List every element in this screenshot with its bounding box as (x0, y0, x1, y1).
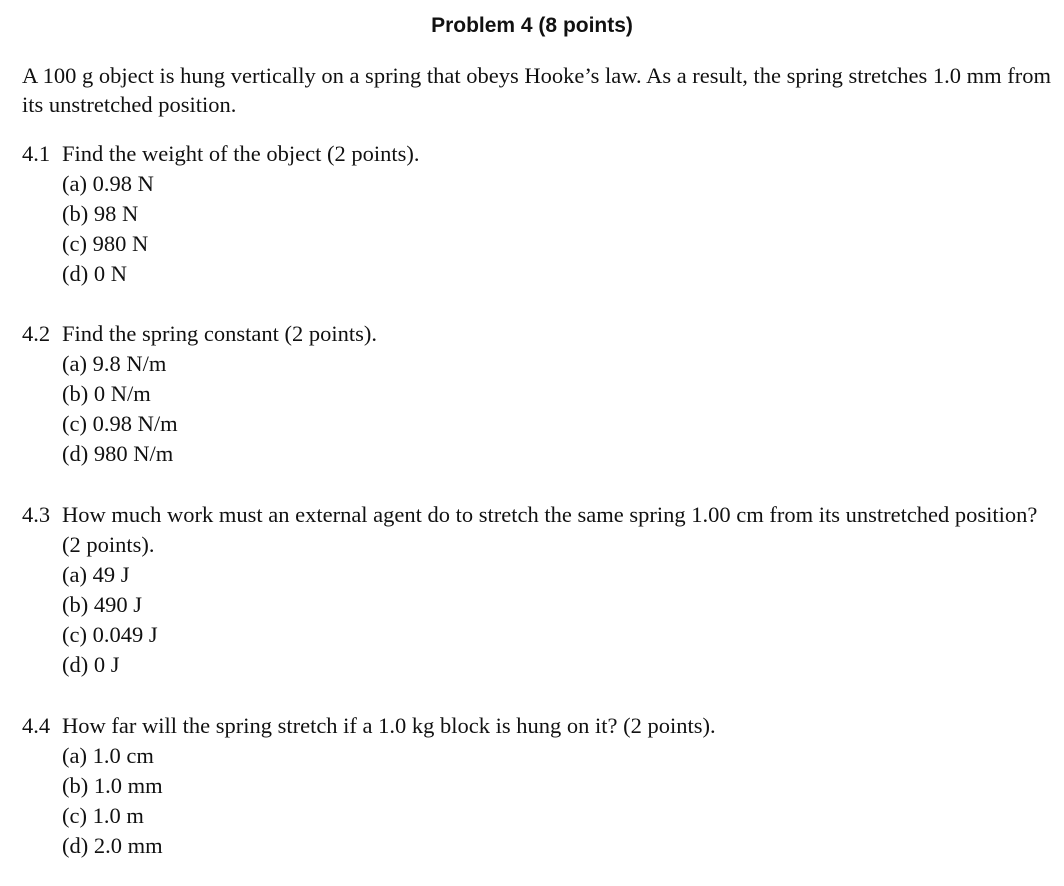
problem-intro: A 100 g object is hung vertically on a spring that obeys Hooke’s law. As a result, the spring stretches 1.0 mm from its unstretched position. (22, 63, 1051, 117)
answer-options (22, 169, 1052, 289)
option-b: (b) 1.0 mm (62, 773, 163, 798)
option-c: (c) 0.98 N/m (62, 411, 178, 436)
option-b: (b) 0 N/m (62, 381, 151, 406)
question-4-3 (22, 500, 1052, 680)
option-d: (d) 0 J (62, 652, 120, 677)
question-text: Find the spring constant (2 points). (62, 321, 377, 346)
question-text: How much work must an external agent do to stretch the same spring 1.00 cm from its unstretched position? (2 points). (62, 502, 1038, 557)
question-header (22, 711, 1052, 741)
question-number: 4.1 (22, 141, 51, 166)
question-header (22, 319, 1052, 349)
question-4-2 (22, 319, 1052, 469)
question-number: 4.4 (22, 713, 51, 738)
problem-title: Problem 4 (8 points) (431, 14, 633, 37)
option-a: (a) 0.98 N (62, 171, 154, 196)
question-header (22, 500, 1052, 560)
question-text: How far will the spring stretch if a 1.0 kg block is hung on it? (2 points). (62, 713, 716, 738)
option-d: (d) 2.0 mm (62, 833, 163, 858)
option-c: (c) 0.049 J (62, 622, 158, 647)
option-a: (a) 49 J (62, 562, 130, 587)
option-c: (c) 1.0 m (62, 803, 144, 828)
option-b: (b) 98 N (62, 201, 139, 226)
answer-options (22, 560, 1052, 680)
option-d: (d) 0 N (62, 261, 127, 286)
option-a: (a) 1.0 cm (62, 743, 154, 768)
question-text: Find the weight of the object (2 points). (62, 141, 420, 166)
option-b: (b) 490 J (62, 592, 142, 617)
question-number: 4.3 (22, 502, 51, 527)
option-c: (c) 980 N (62, 231, 149, 256)
option-a: (a) 9.8 N/m (62, 351, 167, 376)
question-number: 4.2 (22, 321, 51, 346)
question-header (22, 139, 1052, 169)
option-d: (d) 980 N/m (62, 441, 174, 466)
question-4-1 (22, 139, 1052, 289)
answer-options (22, 741, 1052, 861)
question-4-4 (22, 711, 1052, 861)
answer-options (22, 349, 1052, 469)
